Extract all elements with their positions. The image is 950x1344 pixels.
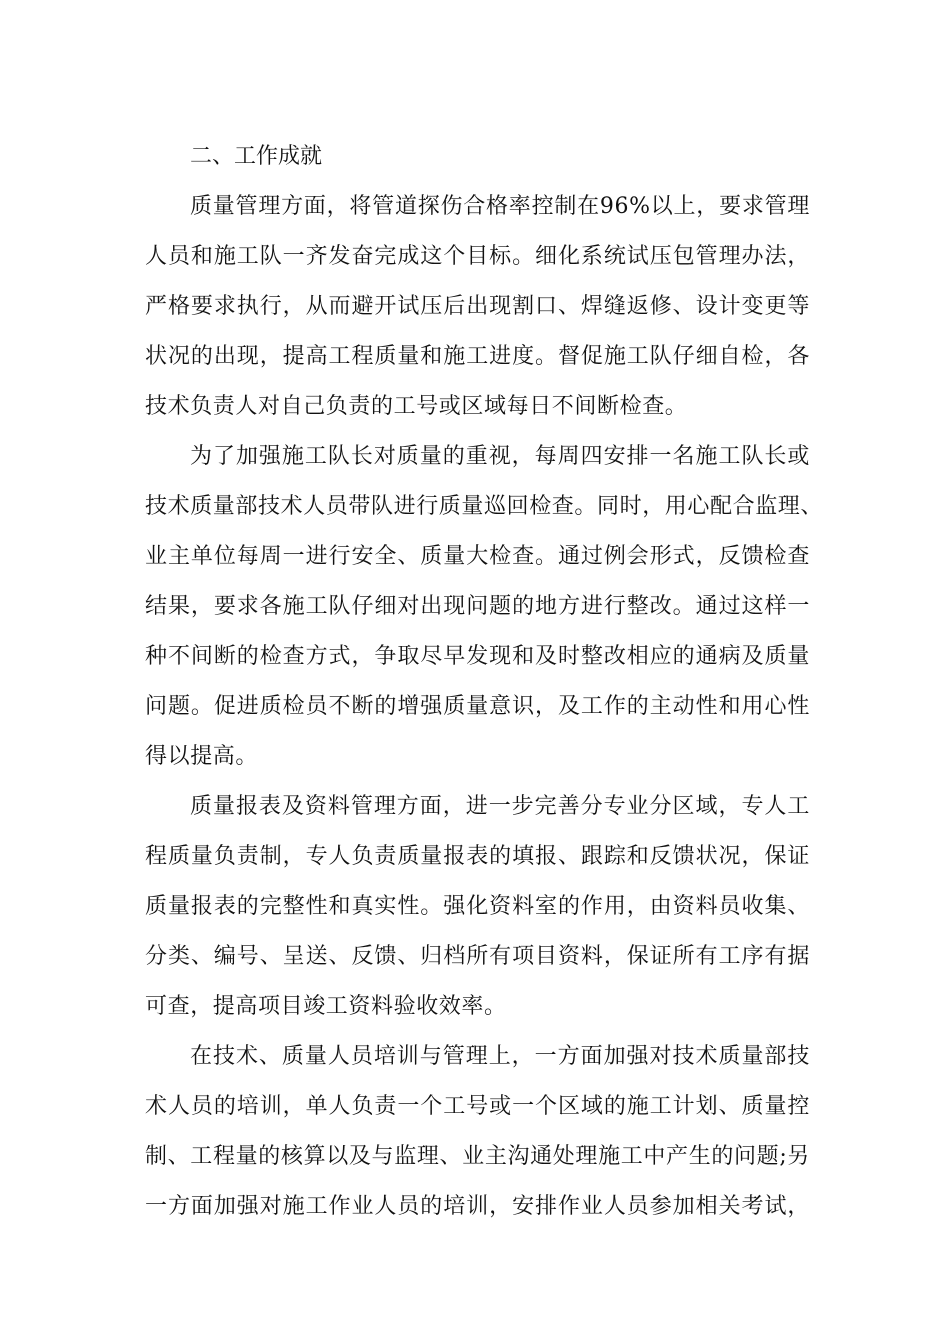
paragraph-line: 业主单位每周一进行安全、质量大检查。通过例会形式，反馈检查	[145, 544, 810, 569]
paragraph-training	[145, 1032, 810, 1232]
paragraph-line: 人员和施工队一齐发奋完成这个目标。细化系统试压包管理办法，	[145, 244, 810, 269]
paragraph-line: 一方面加强对施工作业人员的培训，安排作业人员参加相关考试，	[145, 1194, 810, 1219]
paragraph-line: 可查，提高项目竣工资料验收效率。	[145, 994, 507, 1019]
paragraph-reports	[145, 782, 810, 1032]
paragraph-line: 得以提高。	[145, 744, 259, 769]
paragraph-line: 质量报表的完整性和真实性。强化资料室的作用，由资料员收集、	[145, 894, 810, 919]
paragraph-line: 为了加强施工队长对质量的重视，每周四安排一名施工队长或	[190, 444, 810, 469]
paragraph-line: 质量管理方面，将管道探伤合格率控制在96%以上，要求管理	[190, 194, 810, 219]
paragraph-line: 在技术、质量人员培训与管理上，一方面加强对技术质量部技	[190, 1044, 810, 1069]
paragraph-line: 严格要求执行，从而避开试压后出现割口、焊缝返修、设计变更等	[145, 294, 810, 319]
document-body	[145, 132, 824, 1232]
paragraph-line: 结果，要求各施工队仔细对出现问题的地方进行整改。通过这样一	[145, 594, 810, 619]
paragraph-line: 分类、编号、呈送、反馈、归档所有项目资料，保证所有工序有据	[145, 944, 810, 969]
paragraph-line: 术人员的培训，单人负责一个工号或一个区域的施工计划、质量控	[145, 1094, 810, 1119]
paragraph-line: 制、工程量的核算以及与监理、业主沟通处理施工中产生的问题;另	[145, 1144, 810, 1169]
paragraph-line: 技术质量部技术人员带队进行质量巡回检查。同时，用心配合监理、	[145, 494, 824, 519]
paragraph-line: 状况的出现，提高工程质量和施工进度。督促施工队仔细自检，各	[145, 344, 810, 369]
paragraph-line: 种不间断的检查方式，争取尽早发现和及时整改相应的通病及质量	[145, 644, 810, 669]
paragraph-line: 问题。促进质检员不断的增强质量意识，及工作的主动性和用心性	[145, 694, 810, 719]
section-heading: 二、工作成就	[190, 144, 323, 169]
paragraph-quality-management	[145, 182, 810, 432]
paragraph-line: 质量报表及资料管理方面，进一步完善分专业分区域，专人工	[190, 794, 810, 819]
paragraph-inspection	[145, 432, 824, 782]
paragraph-line: 程质量负责制，专人负责质量报表的填报、跟踪和反馈状况，保证	[145, 844, 810, 869]
paragraph-line: 技术负责人对自己负责的工号或区域每日不间断检查。	[145, 394, 688, 419]
